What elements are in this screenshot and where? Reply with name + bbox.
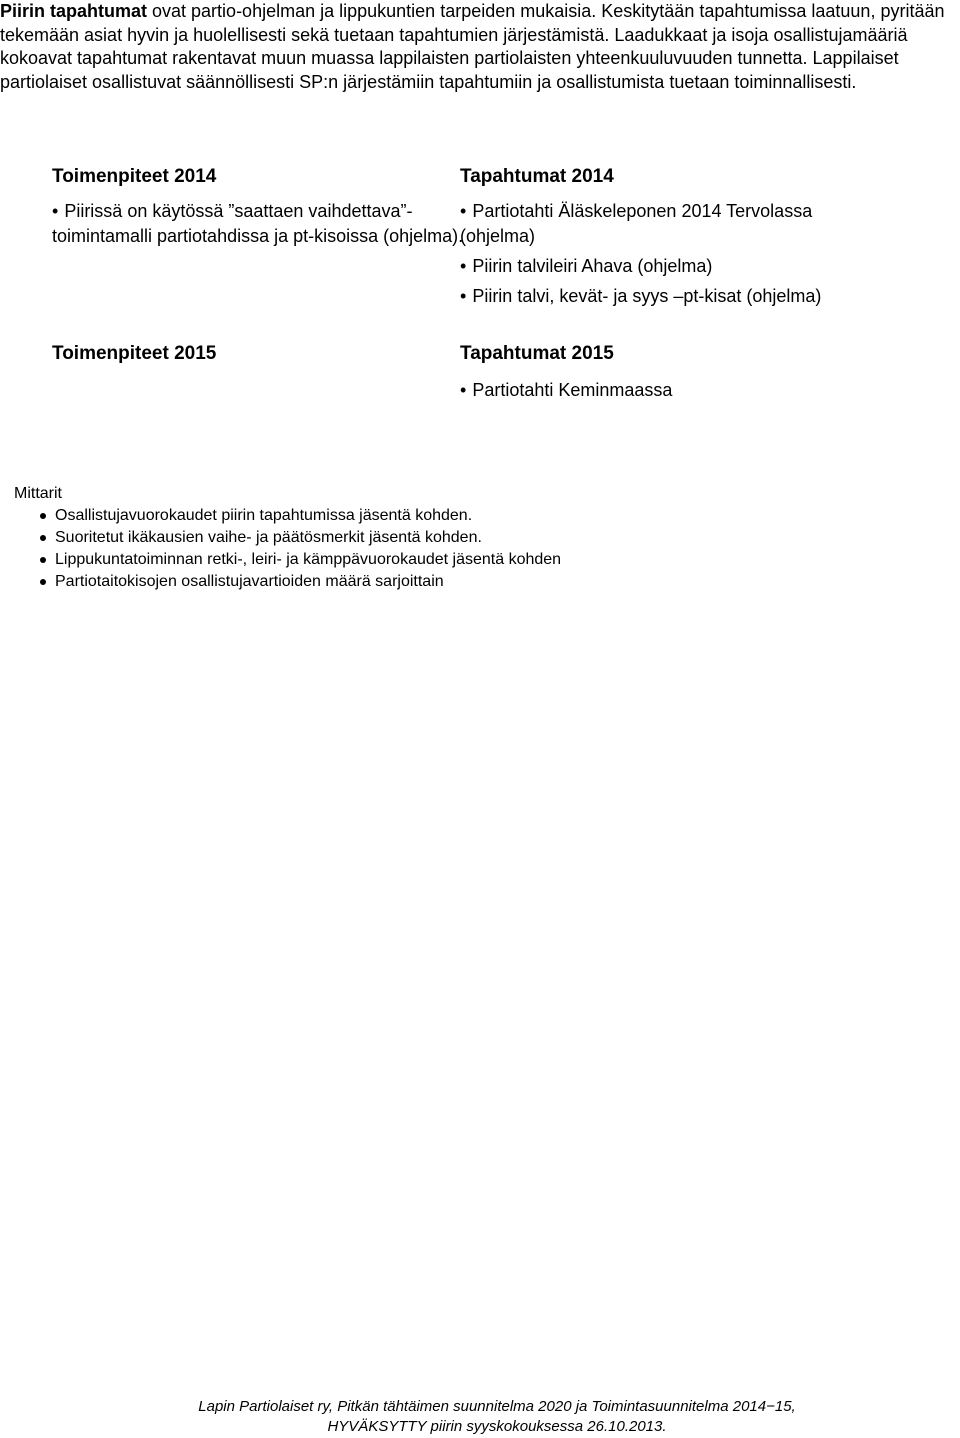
footer-line-1: Lapin Partiolaiset ry, Pitkän tähtäimen suunnitelma 2020 ja Toimintasuunnitelma 2014−15, <box>198 1398 796 1415</box>
intro-text: ovat partio-ohjelman ja lippukuntien tarpeiden mukaisia. Keskitytään tapahtumissa laatuun, pyritään tekemään asiat hyvin ja huolellisesti sekä tuetaan tapahtumien järjestämistä. Laadukkaat ja isoja osallistujamääriä kokoavat tapahtumat rakentavat muun muassa lappilaisten partiolaisten yhteenkuuluvuuden tunnetta. Lappilaiset partiolaiset osallistuvat säännöllisesti SP:n järjestämiin tapahtumiin ja osallistumista tuetaan toiminnallisesti. <box>0 1 945 92</box>
toimenpiteet-2015-heading: Toimenpiteet 2015 <box>52 343 217 364</box>
toimenpiteet-2015-section <box>52 342 482 366</box>
list-item: Lippukuntatoiminnan retki-, leiri- ja kämppävuorokaudet jäsentä kohden <box>40 549 561 571</box>
list-item: • Partiotahti Keminmaassa <box>460 378 890 403</box>
toimenpiteet-2014-list <box>52 199 482 249</box>
list-item: • Piirin talvileiri Ahava (ohjelma) <box>460 254 940 279</box>
tapahtumat-2014-heading: Tapahtumat 2014 <box>460 166 614 187</box>
tapahtumat-2015-heading: Tapahtumat 2015 <box>460 343 614 364</box>
intro-lead: Piirin tapahtumat <box>0 1 148 21</box>
list-item: • Partiotahti Äläskeleponen 2014 Tervolassa (ohjelma) <box>460 199 880 249</box>
footer-line-2: HYVÄKSYTTY piirin syyskokouksessa 26.10.2013. <box>327 1418 667 1435</box>
tapahtumat-2014-section <box>460 165 940 309</box>
list-item: Suoritetut ikäkausien vaihe- ja päätösmerkit jäsentä kohden. <box>40 527 561 549</box>
tapahtumat-2015-list <box>460 378 890 403</box>
mittarit-list <box>40 505 561 593</box>
intro-paragraph <box>0 0 960 94</box>
page-footer <box>0 1397 960 1437</box>
list-item: • Piirin talvi, kevät- ja syys –pt-kisat (ohjelma) <box>460 284 940 309</box>
list-item: Osallistujavuorokaudet piirin tapahtumissa jäsentä kohden. <box>40 505 561 527</box>
tapahtumat-2014-list <box>460 199 940 309</box>
list-item: • Piirissä on käytössä ”saattaen vaihdettava”-toimintamalli partiotahdissa ja pt-kisoissa (ohjelma). <box>52 199 482 249</box>
tapahtumat-2015-section <box>460 342 890 403</box>
mittarit-title: Mittarit <box>14 485 62 502</box>
toimenpiteet-2014-section <box>52 165 482 249</box>
toimenpiteet-2014-heading: Toimenpiteet 2014 <box>52 166 217 187</box>
list-item: Partiotaitokisojen osallistujavartioiden määrä sarjoittain <box>40 571 561 593</box>
